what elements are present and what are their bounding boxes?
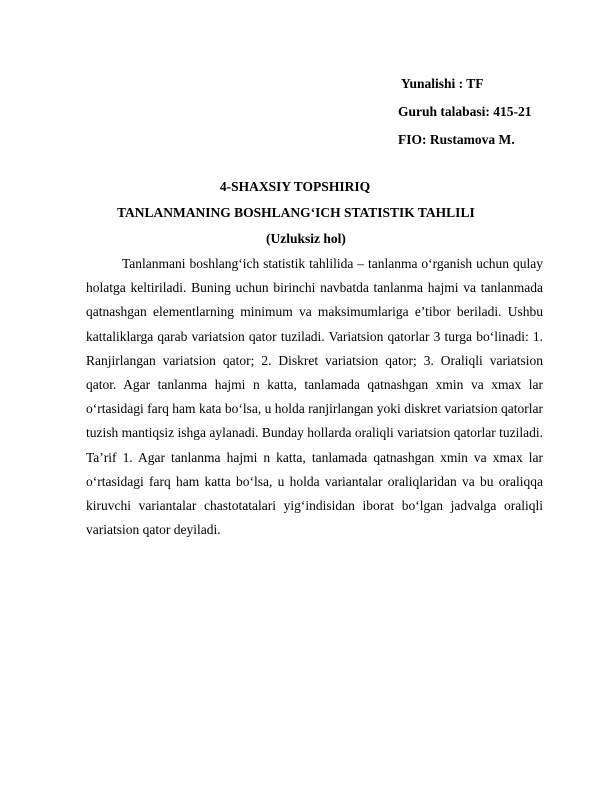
direction-line: Yunalishi : TF — [401, 76, 484, 91]
student-info-block — [398, 70, 532, 154]
assignment-title: 4-SHAXSIY TOPSHIRIQ — [219, 179, 371, 194]
group-line: Guruh talabasi: 415-21 — [398, 104, 532, 119]
body-paragraph: Tanlanmani boshlang‘ich statistik tahlilida – tanlanma o‘rganish uchun qulay holatga keltiriladi. Buning uchun birinchi navbatda tanlanma hajmi va tanlanmada qatnashgan elementlarning minimum va maksimumlariga e’tibor beriladi. Ushbu kattaliklarga qarab variatsion qator tuziladi. Variatsion qatorlar 3 turga bo‘linadi: 1. Ranjirlangan variatsion qator; 2. Diskret variatsion qator; 3. Oraliqli variatsion qator. Agar tanlanma hajmi n katta, tanlamada qatnashgan xmin va xmax lar o‘rtasidagi farq ham kata bo‘lsa, u holda ranjirlangan yoki diskret variatsion qatorlar tuzish mantiqsiz ishga aylanadi. Bunday hollarda oraliqli variatsion qatorlar tuziladi. Ta’rif 1. Agar tanlanma hajmi n katta, tanlamada qatnashgan xmin va xmax lar o‘rtasidagi farq ham katta bo‘lsa, u holda variantalar oraliqlaridan va bu oraliqqa kiruvchi variantalar chastotatalari yig‘indisidan iborat bo‘lgan jadvalga oraliqli variatsion qator deyiladi. — [86, 256, 544, 538]
topic-title: TANLANMANING BOSHLANG‘ICH STATISTIK TAHLILI — [117, 205, 475, 220]
student-name-line: FIO: Rustamova M. — [398, 132, 515, 147]
subtitle: (Uzluksiz hol) — [266, 231, 346, 246]
